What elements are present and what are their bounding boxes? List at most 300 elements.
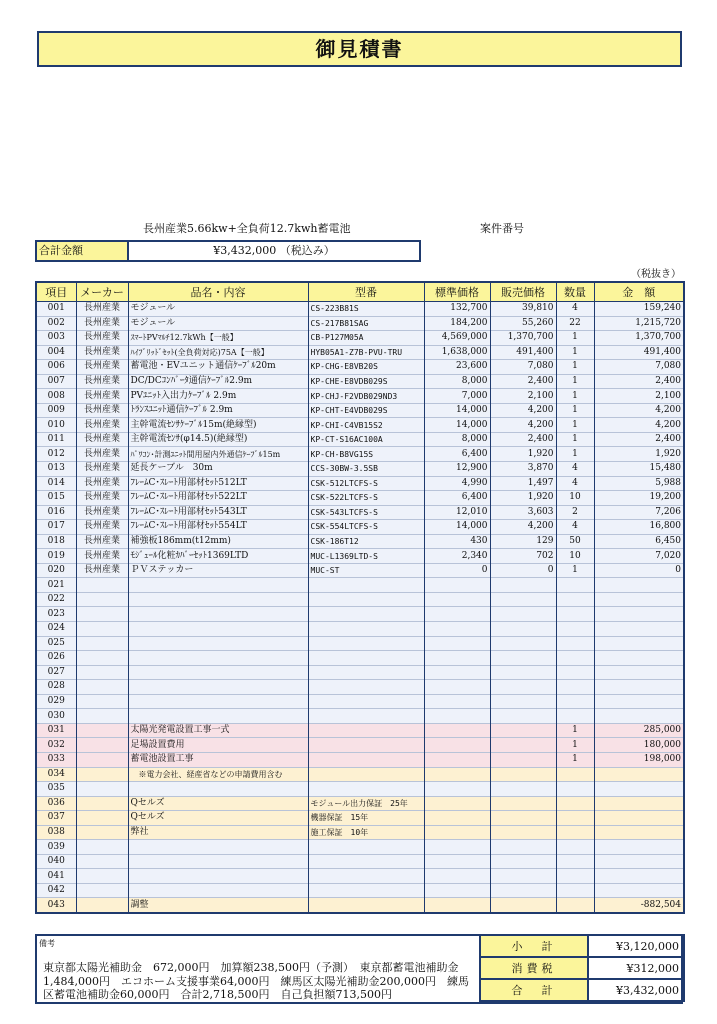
cell-product: ﾊﾟﾜｺﾝ･計測ﾕﾆｯﾄ間用屋内外通信ｹｰﾌﾞﾙ15m — [128, 447, 308, 462]
cell-quantity: 1 — [556, 389, 594, 404]
cell-standard-price — [424, 869, 490, 884]
cell-quantity: 1 — [556, 403, 594, 418]
cell-product: PVﾕﾆｯﾄ入出力ｹｰﾌﾞﾙ 2.9m — [128, 389, 308, 404]
cell-standard-price: 14,000 — [424, 520, 490, 535]
cell-standard-price — [424, 607, 490, 622]
cell-amount: 2,400 — [594, 432, 684, 447]
cell-sale-price: 0 — [490, 563, 556, 578]
table-row — [36, 636, 684, 651]
grand-total-label: 合 計 — [480, 979, 588, 1001]
cell-sale-price — [490, 796, 556, 811]
cell-quantity: 1 — [556, 432, 594, 447]
header-maker: メーカー — [76, 282, 128, 302]
cell-product: Qセルズ — [128, 796, 308, 811]
cell-amount — [594, 665, 684, 680]
cell-amount: 7,020 — [594, 549, 684, 564]
table-row — [36, 345, 684, 360]
table-row — [36, 505, 684, 520]
cell-maker: 長州産業 — [76, 432, 128, 447]
cell-standard-price: 6,400 — [424, 447, 490, 462]
cell-standard-price: 0 — [424, 563, 490, 578]
document-title: 御見積書 — [37, 31, 682, 67]
cell-maker: 長州産業 — [76, 331, 128, 346]
cell-item-no: 037 — [36, 811, 76, 826]
cell-maker — [76, 898, 128, 913]
cell-item-no: 033 — [36, 752, 76, 767]
table-row — [36, 665, 684, 680]
cell-sale-price: 1,497 — [490, 476, 556, 491]
cell-sale-price: 1,370,700 — [490, 331, 556, 346]
cell-item-no: 038 — [36, 825, 76, 840]
subtotal-label: 小 計 — [480, 935, 588, 957]
cell-quantity: 1 — [556, 418, 594, 433]
cell-sale-price: 1,920 — [490, 491, 556, 506]
cell-item-no: 008 — [36, 389, 76, 404]
cell-model: CSK-186T12 — [308, 534, 424, 549]
cell-maker — [76, 694, 128, 709]
table-row — [36, 651, 684, 666]
cell-standard-price — [424, 680, 490, 695]
cell-item-no: 013 — [36, 462, 76, 477]
table-row — [36, 374, 684, 389]
cell-maker: 長州産業 — [76, 345, 128, 360]
cell-maker: 長州産業 — [76, 505, 128, 520]
cell-sale-price: 4,200 — [490, 418, 556, 433]
cell-amount — [594, 782, 684, 797]
cell-quantity — [556, 694, 594, 709]
cell-quantity — [556, 592, 594, 607]
cell-standard-price: 8,000 — [424, 374, 490, 389]
cell-maker: 長州産業 — [76, 316, 128, 331]
table-row — [36, 432, 684, 447]
cell-product: ﾌﾚｰﾑC･ｽﾚｰﾄ用部材ｾｯﾄ543LT — [128, 505, 308, 520]
remarks-text: 東京都太陽光補助金 672,000円 加算額238,500円（予測） 東京都蓄電池補助金 1,484,000円 エコホーム支援事業64,000円 練馬区太陽光補助金200,000円 練馬区蓄電池補助金60,000円 合計2,718,500円 自己負担額713,500円 — [43, 961, 470, 1001]
cell-product — [128, 607, 308, 622]
cell-item-no: 002 — [36, 316, 76, 331]
cell-quantity — [556, 840, 594, 855]
cell-amount: 6,450 — [594, 534, 684, 549]
cell-maker: 長州産業 — [76, 302, 128, 317]
cell-maker: 長州産業 — [76, 374, 128, 389]
table-header-row — [36, 282, 684, 302]
cell-standard-price — [424, 694, 490, 709]
cell-maker — [76, 767, 128, 782]
cell-sale-price: 55,260 — [490, 316, 556, 331]
table-row — [36, 723, 684, 738]
cell-maker — [76, 636, 128, 651]
cell-amount: 491,400 — [594, 345, 684, 360]
cell-maker — [76, 883, 128, 898]
table-row — [36, 360, 684, 375]
cell-amount — [594, 607, 684, 622]
cell-quantity: 4 — [556, 520, 594, 535]
total-amount-label: 合計金額 — [37, 242, 129, 260]
cell-product — [128, 840, 308, 855]
cell-amount: 4,200 — [594, 403, 684, 418]
cell-maker — [76, 738, 128, 753]
cell-quantity — [556, 811, 594, 826]
cell-item-no: 035 — [36, 782, 76, 797]
cell-model: CCS-30BW-3.5SB — [308, 462, 424, 477]
cell-item-no: 039 — [36, 840, 76, 855]
table-row — [36, 854, 684, 869]
cell-amount — [594, 883, 684, 898]
table-row — [36, 782, 684, 797]
cell-product — [128, 578, 308, 593]
cell-model — [308, 752, 424, 767]
cell-model — [308, 854, 424, 869]
cell-maker: 長州産業 — [76, 520, 128, 535]
summary-table — [479, 934, 685, 1002]
cell-maker — [76, 869, 128, 884]
cell-amount — [594, 840, 684, 855]
table-row — [36, 883, 684, 898]
cell-model: KP-CHG-E8VB20S — [308, 360, 424, 375]
header-model: 型番 — [308, 282, 424, 302]
cell-quantity — [556, 709, 594, 724]
cell-item-no: 043 — [36, 898, 76, 913]
cell-model — [308, 665, 424, 680]
cell-item-no: 022 — [36, 592, 76, 607]
cell-quantity — [556, 825, 594, 840]
cell-product: 補強板186mm(t12mm) — [128, 534, 308, 549]
cell-amount — [594, 825, 684, 840]
cell-sale-price — [490, 723, 556, 738]
tax-note: （税抜き） — [631, 269, 681, 280]
cell-quantity: 4 — [556, 476, 594, 491]
tax-value: ¥312,000 — [588, 957, 684, 979]
cell-quantity: 4 — [556, 302, 594, 317]
cell-item-no: 003 — [36, 331, 76, 346]
cell-model — [308, 709, 424, 724]
cell-product: モジュール — [128, 316, 308, 331]
table-row — [36, 811, 684, 826]
cell-sale-price — [490, 854, 556, 869]
cell-standard-price — [424, 898, 490, 913]
cell-standard-price — [424, 782, 490, 797]
cell-item-no: 009 — [36, 403, 76, 418]
cell-amount — [594, 636, 684, 651]
cell-sale-price: 3,603 — [490, 505, 556, 520]
cell-model — [308, 898, 424, 913]
cell-amount: 285,000 — [594, 723, 684, 738]
cell-product: Qセルズ — [128, 811, 308, 826]
cell-item-no: 034 — [36, 767, 76, 782]
cell-model — [308, 636, 424, 651]
cell-sale-price — [490, 694, 556, 709]
cell-standard-price — [424, 811, 490, 826]
cell-model — [308, 622, 424, 637]
cell-model: CS-217B81SAG — [308, 316, 424, 331]
cell-maker — [76, 592, 128, 607]
cell-quantity: 1 — [556, 738, 594, 753]
cell-quantity: 1 — [556, 723, 594, 738]
cell-standard-price: 2,340 — [424, 549, 490, 564]
cell-quantity: 1 — [556, 345, 594, 360]
cell-standard-price: 14,000 — [424, 403, 490, 418]
table-row — [36, 447, 684, 462]
cell-item-no: 020 — [36, 563, 76, 578]
cell-standard-price: 4,569,000 — [424, 331, 490, 346]
cell-sale-price — [490, 607, 556, 622]
cell-sale-price: 2,400 — [490, 374, 556, 389]
total-amount-value: ¥3,432,000 （税込み） — [213, 244, 335, 257]
cell-amount: 1,920 — [594, 447, 684, 462]
cell-product: ﾄﾗﾝｽﾕﾆｯﾄ通信ｹｰﾌﾞﾙ 2.9m — [128, 403, 308, 418]
subtotal-row — [480, 935, 684, 957]
cell-model — [308, 592, 424, 607]
cell-model: KP-CHE-E8VDB029S — [308, 374, 424, 389]
cell-item-no: 026 — [36, 651, 76, 666]
cell-quantity: 1 — [556, 563, 594, 578]
table-row — [36, 549, 684, 564]
cell-quantity: 10 — [556, 549, 594, 564]
cell-standard-price — [424, 665, 490, 680]
table-row — [36, 898, 684, 913]
cell-model: モジュール出力保証 25年 — [308, 796, 424, 811]
cell-sale-price — [490, 665, 556, 680]
cell-sale-price: 491,400 — [490, 345, 556, 360]
header-item: 項目 — [36, 282, 76, 302]
footer-section — [35, 934, 683, 1004]
table-row — [36, 578, 684, 593]
cell-standard-price: 14,000 — [424, 418, 490, 433]
cell-maker — [76, 854, 128, 869]
cell-model — [308, 607, 424, 622]
cell-item-no: 040 — [36, 854, 76, 869]
cell-maker — [76, 622, 128, 637]
cell-model: CSK-512LTCFS-S — [308, 476, 424, 491]
cell-sale-price: 129 — [490, 534, 556, 549]
cell-model: KP-CT-S16AC100A — [308, 432, 424, 447]
cell-product: 足場設置費用 — [128, 738, 308, 753]
cell-model: CS-223B81S — [308, 302, 424, 317]
cell-sale-price: 7,080 — [490, 360, 556, 375]
cell-sale-price — [490, 738, 556, 753]
table-row — [36, 825, 684, 840]
cell-sale-price — [490, 767, 556, 782]
cell-item-no: 001 — [36, 302, 76, 317]
cell-product: ｽﾏｰﾄPVﾏﾙﾁ12.7kWh【一般】 — [128, 331, 308, 346]
header-standard-price: 標準価格 — [424, 282, 490, 302]
cell-maker: 長州産業 — [76, 403, 128, 418]
cell-sale-price — [490, 869, 556, 884]
cell-amount: 7,080 — [594, 360, 684, 375]
cell-product — [128, 680, 308, 695]
cell-quantity: 1 — [556, 360, 594, 375]
table-row — [36, 694, 684, 709]
cell-product: ＰＶステッカー — [128, 563, 308, 578]
cell-maker — [76, 782, 128, 797]
cell-maker — [76, 680, 128, 695]
table-row — [36, 607, 684, 622]
cell-sale-price: 2,100 — [490, 389, 556, 404]
cell-quantity — [556, 607, 594, 622]
cell-quantity — [556, 854, 594, 869]
estimate-table — [35, 281, 685, 914]
cell-standard-price: 132,700 — [424, 302, 490, 317]
table-row — [36, 534, 684, 549]
header-quantity: 数量 — [556, 282, 594, 302]
cell-product — [128, 709, 308, 724]
cell-item-no: 015 — [36, 491, 76, 506]
cell-item-no: 012 — [36, 447, 76, 462]
table-row — [36, 418, 684, 433]
cell-maker — [76, 796, 128, 811]
cell-product: DC/DCｺﾝﾊﾞｰﾀ通信ｹｰﾌﾞﾙ2.9m — [128, 374, 308, 389]
cell-product — [128, 854, 308, 869]
cell-product — [128, 636, 308, 651]
cell-quantity — [556, 578, 594, 593]
cell-amount — [594, 869, 684, 884]
cell-sale-price — [490, 709, 556, 724]
cell-standard-price — [424, 825, 490, 840]
cell-model — [308, 840, 424, 855]
cell-model — [308, 694, 424, 709]
cell-standard-price — [424, 796, 490, 811]
table-row — [36, 476, 684, 491]
cell-model: KP-CHT-E4VDB029S — [308, 403, 424, 418]
cell-item-no: 006 — [36, 360, 76, 375]
cell-model: CSK-543LTCFS-S — [308, 505, 424, 520]
table-row — [36, 592, 684, 607]
cell-standard-price — [424, 723, 490, 738]
cell-model: CB-P127M05A — [308, 331, 424, 346]
tax-label: 消費税 — [480, 957, 588, 979]
cell-model: 施工保証 10年 — [308, 825, 424, 840]
cell-amount — [594, 694, 684, 709]
cell-maker — [76, 825, 128, 840]
cell-amount: 4,200 — [594, 418, 684, 433]
cell-sale-price — [490, 825, 556, 840]
cell-model: MUC-L1369LTD-S — [308, 549, 424, 564]
cell-amount — [594, 854, 684, 869]
cell-amount — [594, 811, 684, 826]
cell-sale-price: 702 — [490, 549, 556, 564]
cell-standard-price — [424, 622, 490, 637]
cell-sale-price — [490, 752, 556, 767]
table-row — [36, 462, 684, 477]
cell-sale-price — [490, 578, 556, 593]
cell-product: ﾌﾚｰﾑC･ｽﾚｰﾄ用部材ｾｯﾄ554LT — [128, 520, 308, 535]
cell-item-no: 031 — [36, 723, 76, 738]
cell-item-no: 023 — [36, 607, 76, 622]
table-row — [36, 389, 684, 404]
cell-item-no: 021 — [36, 578, 76, 593]
cell-product — [128, 622, 308, 637]
cell-product: ﾊｲﾌﾞﾘｯﾄﾞｾｯﾄ(全負荷対応)75A【一般】 — [128, 345, 308, 360]
cell-amount — [594, 651, 684, 666]
cell-product — [128, 651, 308, 666]
cell-amount: 1,215,720 — [594, 316, 684, 331]
cell-amount — [594, 709, 684, 724]
grand-total-row — [480, 979, 684, 1001]
cell-maker: 長州産業 — [76, 418, 128, 433]
cell-product: ﾓｼﾞｭｰﾙ化粧ｶﾊﾞｰｾｯﾄ1369LTD — [128, 549, 308, 564]
cell-amount: -882,504 — [594, 898, 684, 913]
cell-maker: 長州産業 — [76, 389, 128, 404]
table-row — [36, 738, 684, 753]
cell-item-no: 011 — [36, 432, 76, 447]
cell-item-no: 036 — [36, 796, 76, 811]
cell-model: CSK-522LTCFS-S — [308, 491, 424, 506]
cell-product — [128, 782, 308, 797]
subtotal-value: ¥3,120,000 — [588, 935, 684, 957]
cell-quantity — [556, 796, 594, 811]
cell-quantity — [556, 665, 594, 680]
cell-sale-price — [490, 898, 556, 913]
cell-amount: 7,206 — [594, 505, 684, 520]
cell-standard-price — [424, 651, 490, 666]
table-row — [36, 563, 684, 578]
cell-sale-price — [490, 811, 556, 826]
cell-item-no: 042 — [36, 883, 76, 898]
cell-amount: 19,200 — [594, 491, 684, 506]
cell-standard-price — [424, 840, 490, 855]
cell-amount: 5,988 — [594, 476, 684, 491]
cell-sale-price — [490, 622, 556, 637]
cell-maker: 長州産業 — [76, 462, 128, 477]
cell-product — [128, 883, 308, 898]
cell-product: 主幹電流ｾﾝｻｹｰﾌﾞﾙ15m(絶縁型) — [128, 418, 308, 433]
case-number-label: 案件番号 — [480, 222, 524, 235]
cell-item-no: 027 — [36, 665, 76, 680]
cell-sale-price: 3,870 — [490, 462, 556, 477]
cell-sale-price — [490, 782, 556, 797]
cell-standard-price: 184,200 — [424, 316, 490, 331]
cell-maker: 長州産業 — [76, 476, 128, 491]
table-row — [36, 752, 684, 767]
cell-quantity — [556, 898, 594, 913]
cell-model: KP-CHI-C4VB15S2 — [308, 418, 424, 433]
cell-quantity — [556, 636, 594, 651]
cell-item-no: 007 — [36, 374, 76, 389]
cell-amount: 198,000 — [594, 752, 684, 767]
cell-item-no: 010 — [36, 418, 76, 433]
cell-standard-price: 23,600 — [424, 360, 490, 375]
cell-model: 機器保証 15年 — [308, 811, 424, 826]
cell-item-no: 030 — [36, 709, 76, 724]
cell-model — [308, 680, 424, 695]
cell-model — [308, 723, 424, 738]
cell-item-no: 018 — [36, 534, 76, 549]
cell-standard-price: 8,000 — [424, 432, 490, 447]
cell-quantity — [556, 883, 594, 898]
cell-amount: 1,370,700 — [594, 331, 684, 346]
cell-product — [128, 869, 308, 884]
cell-maker: 長州産業 — [76, 447, 128, 462]
cell-product: ﾌﾚｰﾑC･ｽﾚｰﾄ用部材ｾｯﾄ522LT — [128, 491, 308, 506]
cell-quantity — [556, 622, 594, 637]
cell-quantity — [556, 782, 594, 797]
cell-maker — [76, 607, 128, 622]
cell-sale-price — [490, 680, 556, 695]
cell-product: 太陽光発電設置工事一式 — [128, 723, 308, 738]
table-row — [36, 622, 684, 637]
cell-quantity: 4 — [556, 462, 594, 477]
cell-maker — [76, 651, 128, 666]
cell-model: KP-CH-B8VG15S — [308, 447, 424, 462]
cell-quantity: 50 — [556, 534, 594, 549]
cell-item-no: 032 — [36, 738, 76, 753]
cell-quantity — [556, 651, 594, 666]
cell-amount — [594, 796, 684, 811]
cell-item-no: 017 — [36, 520, 76, 535]
cell-item-no: 014 — [36, 476, 76, 491]
cell-product: モジュール — [128, 302, 308, 317]
cell-maker: 長州産業 — [76, 360, 128, 375]
cell-amount: 180,000 — [594, 738, 684, 753]
